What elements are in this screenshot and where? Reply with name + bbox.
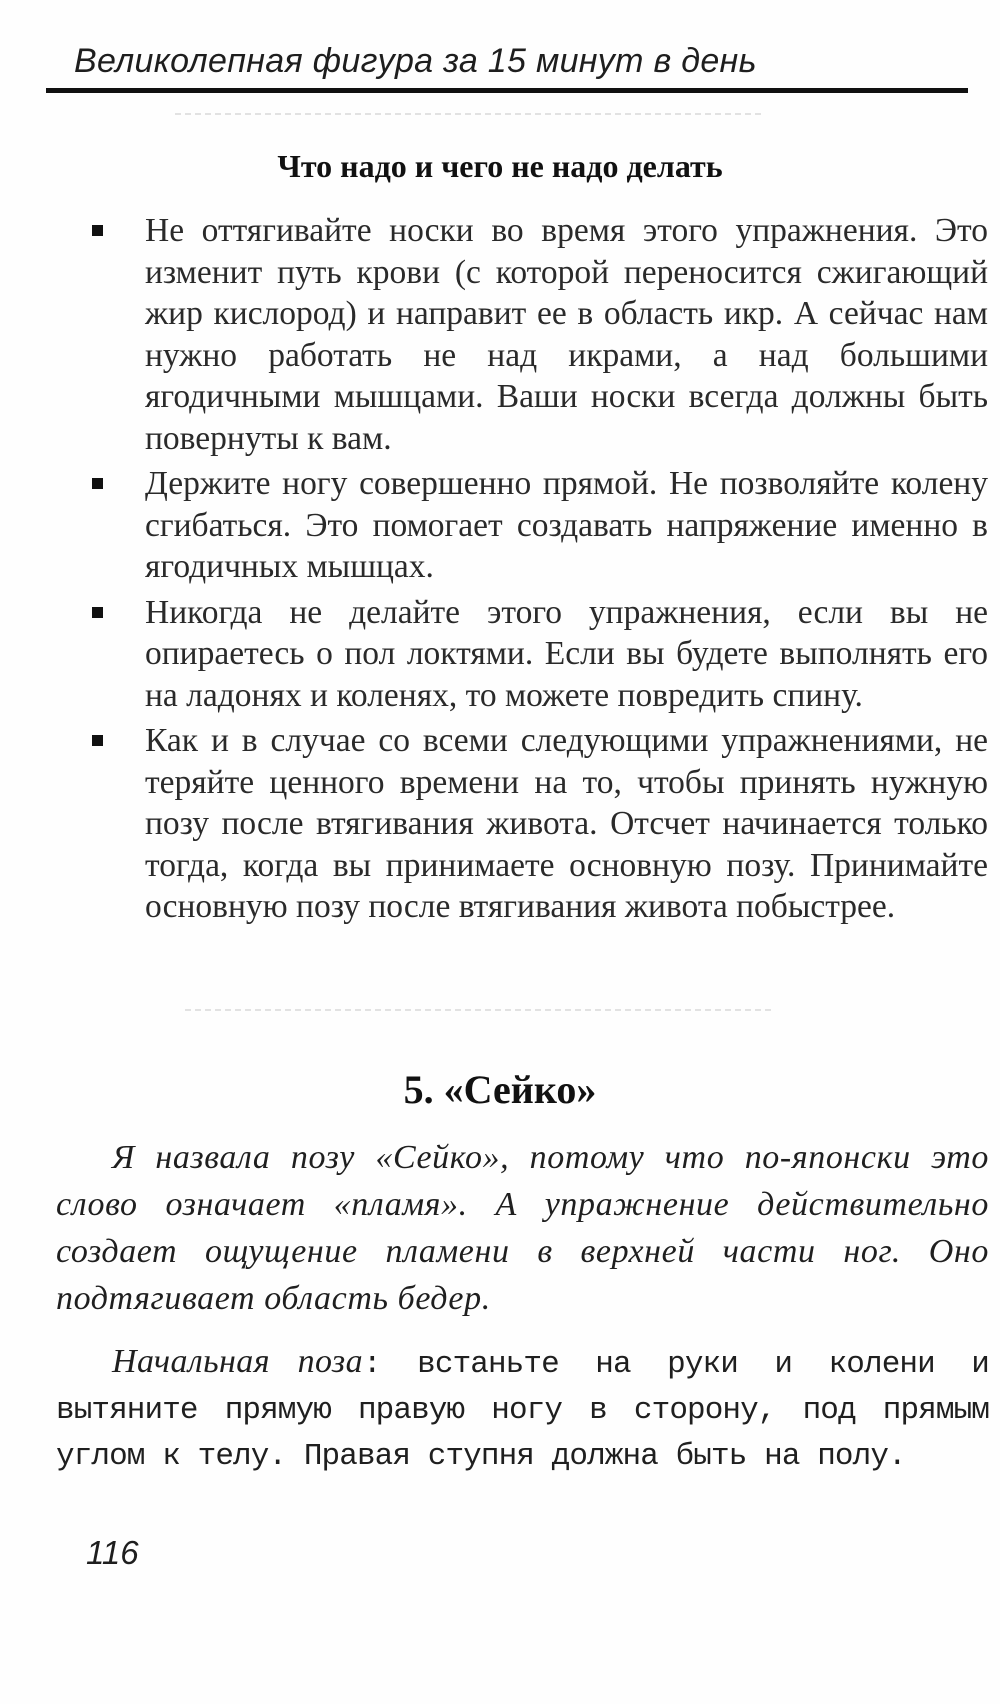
bullet-text: Не оттягивайте носки во время этого упражнения. Это изменит путь крови (с которой переносится сжигающий жир кислород) и направит ее в область икр. А сейчас нам нужно работать не над икрами, а над большими ягодичными мышцами. Ваши носки всегда должны быть повернуты к вам. xyxy=(145,212,988,457)
bullet-list xyxy=(88,210,988,932)
bullet-item xyxy=(88,720,988,928)
section-heading: Что надо и чего не надо делать xyxy=(277,148,723,184)
page-number: 116 xyxy=(86,1534,139,1571)
square-bullet-icon xyxy=(92,735,103,746)
bullet-text: Как и в случае со всеми следующими упражнениями, не теряйте ценного времени на то, чтобы принять нужную позу после втягивания живота. Отсчет начинается только тогда, когда вы принимаете основную позу. Принимайте основную позу после втягивания живота побыстрее. xyxy=(145,722,988,925)
header-rule xyxy=(46,88,968,93)
exercise-title: 5. «Сейко» xyxy=(403,1067,597,1112)
show-through-line xyxy=(185,1009,775,1011)
intro-paragraph: Я назвала позу «Сейко», потому что по-японски это слово означает «пламя». А упражнение действительно создает ощущение пламени в верхней части ног. Оно подтягивает область бедер. xyxy=(56,1139,989,1317)
square-bullet-icon xyxy=(92,607,103,618)
bullet-item xyxy=(88,463,988,588)
running-head: Великолепная фигура за 15 минут в день xyxy=(74,42,757,80)
square-bullet-icon xyxy=(92,225,103,236)
starting-pose-label: Начальная поза xyxy=(112,1343,363,1380)
show-through-line xyxy=(175,113,765,115)
bullet-item xyxy=(88,592,988,717)
bullet-text: Никогда не делайте этого упражнения, если вы не опираетесь о пол локтями. Если вы будете выполнять его на ладонях и коленях, то можете повредить спину. xyxy=(145,593,988,714)
bullet-item xyxy=(88,210,988,459)
starting-pose-paragraph xyxy=(56,1339,989,1480)
square-bullet-icon xyxy=(92,478,103,489)
starting-pose-text: : встаньте на руки и колени и вытяните прямую правую ногу в сторону, под прямым углом к телу. Правая ступня должна быть на полу. xyxy=(56,1347,989,1474)
bullet-text: Держите ногу совершенно прямой. Не позволяйте колену сгибаться. Это помогает создавать напряжение именно в ягодичных мышцах. xyxy=(145,465,988,585)
